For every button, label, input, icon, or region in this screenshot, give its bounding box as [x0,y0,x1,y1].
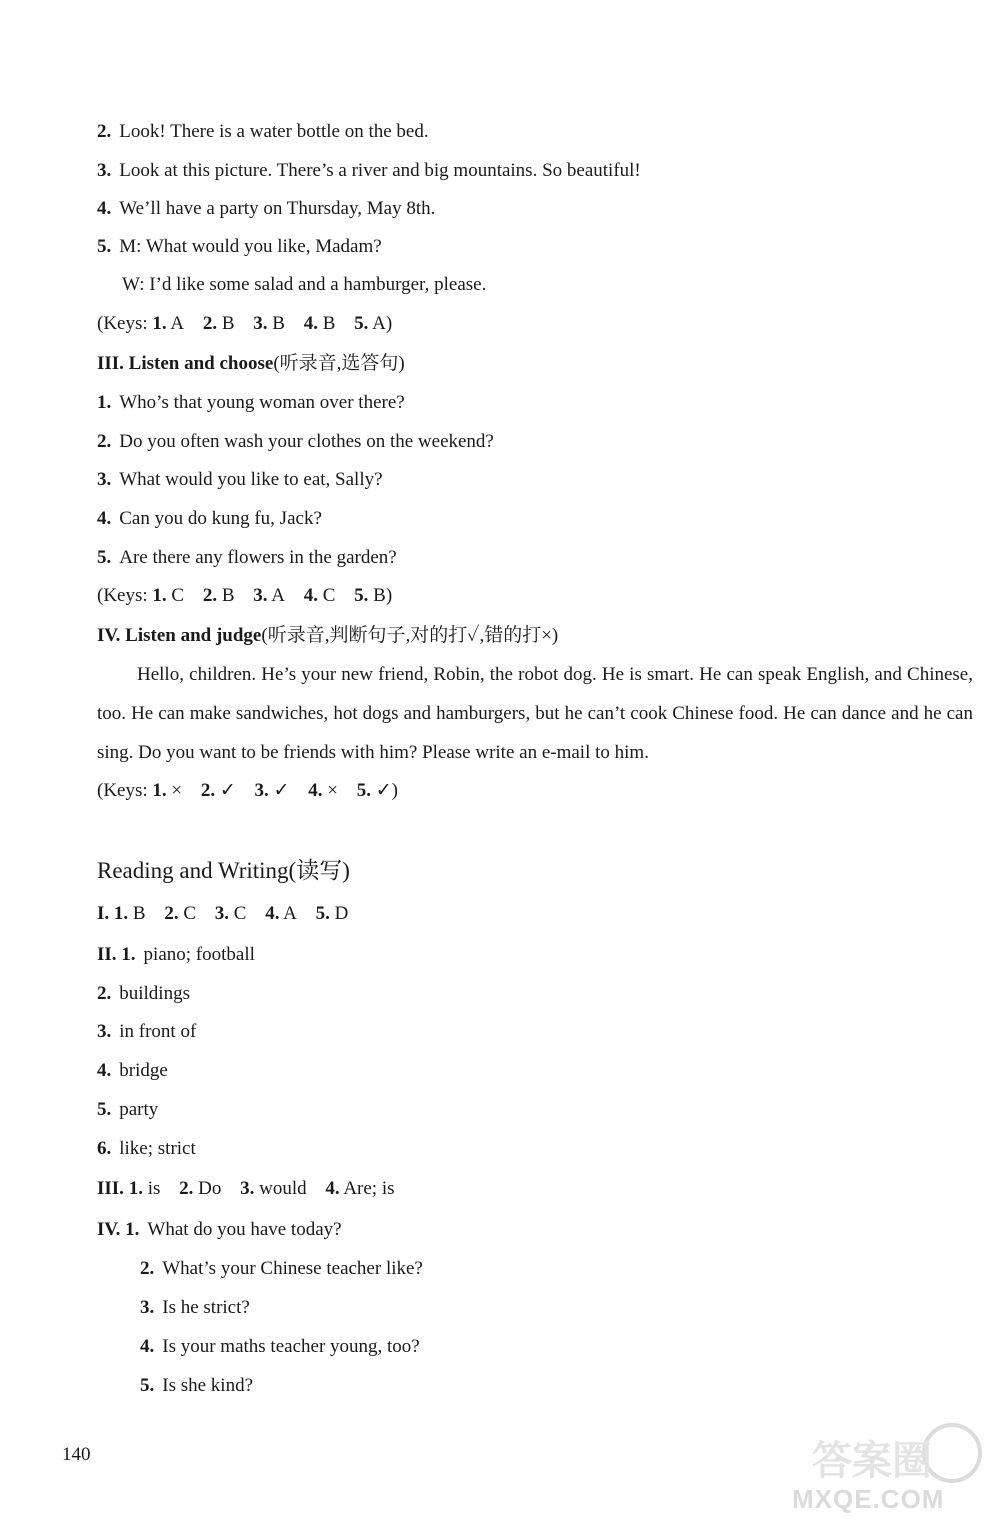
list-item: 3. Is he strict? [140,1297,250,1318]
list-item-continuation: W: I’d like some salad and a hamburger, please. [122,274,487,295]
list-item: 2. buildings [97,983,190,1004]
list-item: 4. Is your maths teacher young, too? [140,1336,420,1357]
passage-paragraph: Hello, children. He’s your new friend, Robin, the robot dog. He is smart. He can speak English, and Chinese, too. He can make sandwiches, hot dogs and hamburgers, but he can’t cook Chinese food. He can dance and he can sing. Do you want to be friends with him? Please write an e-mail to him. [97,664,973,763]
list-item: 5. M: What would you like, Madam? [97,236,382,257]
list-item: 4. bridge [97,1060,168,1081]
answer-keys: (Keys: 1. C 2. B 3. A 4. C 5. B) [97,585,393,606]
list-item: 6. like; strict [97,1138,196,1159]
answer-row: I. 1. B 2. C 3. C 4. A 5. D [97,903,349,924]
section-title: Reading and Writing(读写) [97,858,350,883]
watermark-logo [792,1419,992,1519]
page-number: 140 [62,1444,91,1465]
answer-row: III. 1. is 2. Do 3. would 4. Are; is [97,1178,395,1199]
watermark-site-text: MXQE.COM [792,1484,945,1514]
list-item: 5. Are there any flowers in the garden? [97,547,397,568]
list-item: 3. in front of [97,1021,197,1042]
answer-row: II. 1. piano; football [97,944,255,965]
list-item: 2. What’s your Chinese teacher like? [140,1258,423,1279]
answer-keys: (Keys: 1. A 2. B 3. B 4. B 5. A) [97,313,393,334]
list-item: 5. party [97,1099,159,1120]
section-heading: III. Listen and choose(听录音,选答句) [97,353,405,374]
list-item: 3. Look at this picture. There’s a river and big mountains. So beautiful! [97,160,641,181]
list-item: 1. Who’s that young woman over there? [97,392,405,413]
list-item: 2. Do you often wash your clothes on the weekend? [97,431,494,452]
list-item: 3. What would you like to eat, Sally? [97,469,383,490]
list-item: 4. Can you do kung fu, Jack? [97,508,322,529]
section-heading: IV. Listen and judge(听录音,判断句子,对的打✓,错的打×) [97,625,559,646]
watermark-cn-text: 答案圈 [812,1438,932,1484]
list-item: 2. Look! There is a water bottle on the bed. [97,121,429,142]
list-item: 4. We’ll have a party on Thursday, May 8th. [97,198,436,219]
list-item: 5. Is she kind? [140,1375,254,1396]
answer-keys: (Keys: 1. × 2. ✓ 3. ✓ 4. × 5. ✓) [97,780,398,801]
answer-row: IV. 1. What do you have today? [97,1219,342,1240]
